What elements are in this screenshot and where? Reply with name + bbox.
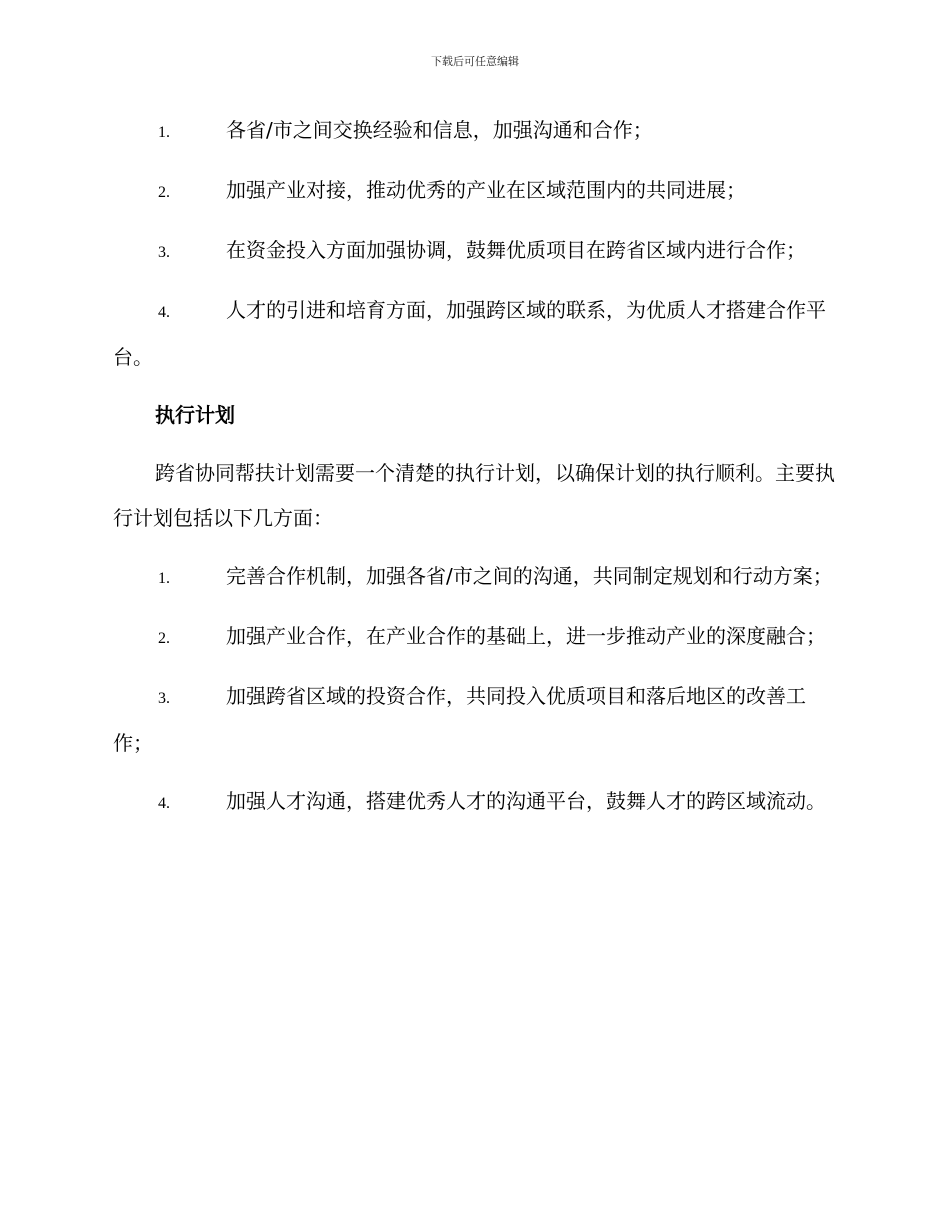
list-text: 加强产业对接，推动优秀的产业在区域范围内的共同进展； (226, 178, 746, 202)
list-text: 完善合作机制，加强各省/市之间的沟通，共同制定规划和行动方案； (226, 564, 833, 588)
list-item (113, 554, 838, 601)
list-item (113, 168, 838, 215)
list-number: 4. (158, 304, 170, 321)
section-heading: 执行计划 (155, 403, 235, 427)
section-intro: 跨省协同帮扶计划需要一个清楚的执行计划，以确保计划的执行顺利。主要执行计划包括以下几方面： (113, 461, 835, 530)
list-item (113, 228, 838, 275)
list-text: 在资金投入方面加强协调，鼓舞优质项目在跨省区域内进行合作； (226, 238, 806, 262)
list-item (113, 288, 838, 380)
list-number: 3. (158, 690, 170, 707)
list-number: 2. (158, 630, 170, 647)
document-body (113, 108, 838, 839)
list-number: 3. (158, 244, 170, 261)
list-text: 各省/市之间交换经验和信息，加强沟通和合作； (226, 118, 653, 142)
list-item (113, 674, 838, 766)
list-number: 4. (158, 795, 170, 812)
list-text: 加强产业合作，在产业合作的基础上，进一步推动产业的深度融合； (226, 624, 826, 648)
list-text: 加强人才沟通，搭建优秀人才的沟通平台，鼓舞人才的跨区域流动。 (226, 789, 826, 813)
list-text: 加强跨省区域的投资合作，共同投入优质项目和落后地区的改善工作； (113, 684, 806, 755)
list-number: 1. (158, 124, 170, 141)
list-text: 人才的引进和培育方面，加强跨区域的联系，为优质人才搭建合作平台。 (113, 298, 826, 369)
list-item (113, 108, 838, 155)
list-item (113, 779, 838, 826)
page-header: 下载后可任意编辑 (431, 55, 519, 68)
list-number: 2. (158, 184, 170, 201)
list-item (113, 614, 838, 661)
list-number: 1. (158, 570, 170, 587)
